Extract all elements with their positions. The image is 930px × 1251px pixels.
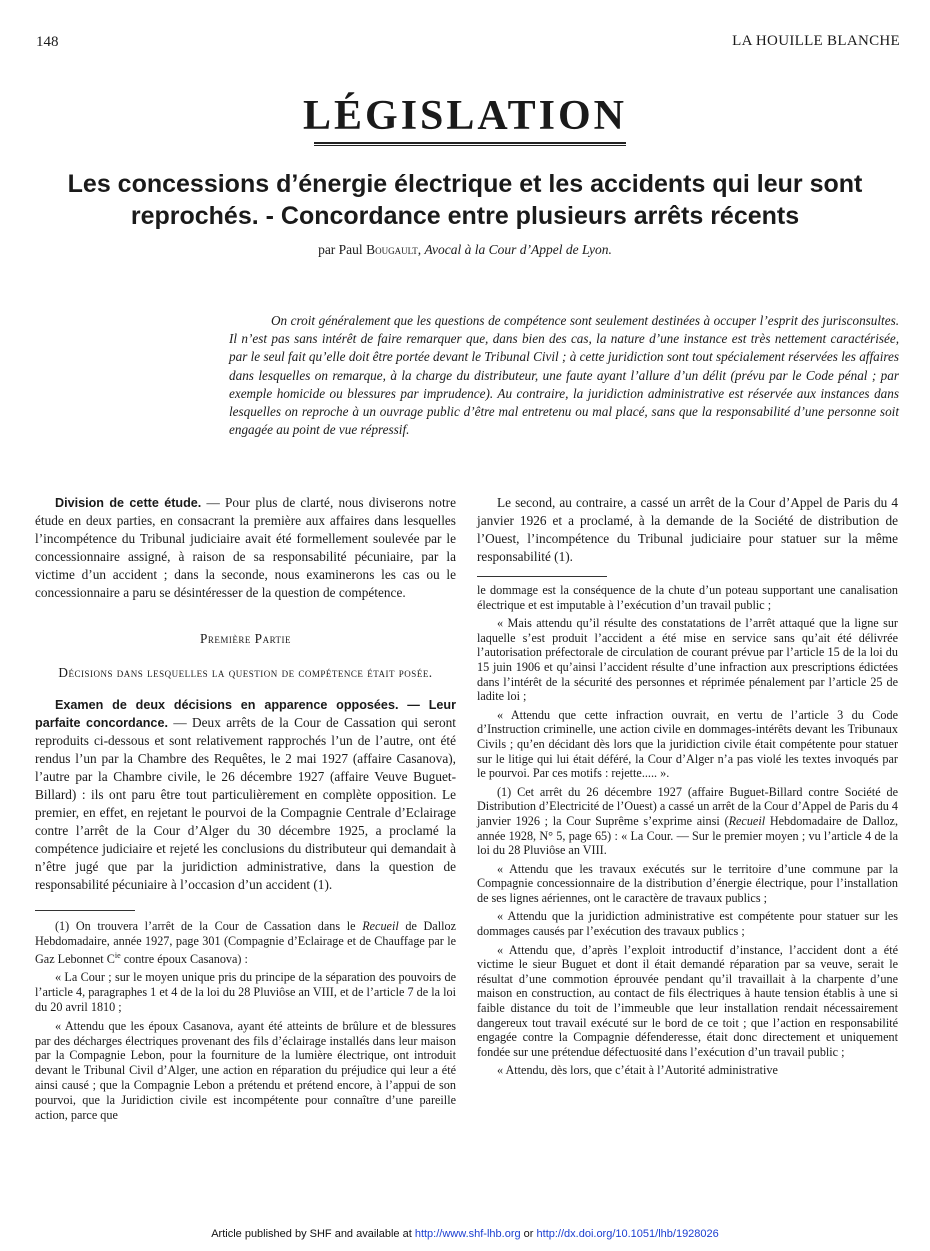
part-subheading: Décisions dans lesquelles la question de compétence était posée. bbox=[58, 665, 433, 680]
footnote-2-recueil: Recueil bbox=[728, 813, 766, 828]
title-rule-top bbox=[314, 142, 626, 144]
footnote-1-sup: ie bbox=[114, 950, 121, 960]
right-column bbox=[477, 494, 898, 1082]
continued-text-2: « Mais attendu qu’il résulte des constatations de l’arrêt attaqué que la ligne sur laquelle s’est produit l’accident a été mise en service sans qu’ait été délivrée l’autorisation préfectorale de circulation de courant prévue par l’article 15 de la loi du 15 juin 1906 et qu’ainsi l’accident résulte d’une infraction aux prescriptions édictées dans l’intérêt de la sécurité des personnes et réprimée pénalement par l’article 25 de ladite loi ; bbox=[477, 616, 898, 704]
title-rule-bottom bbox=[314, 145, 626, 146]
footnote-1-quote-2: « Attendu que les époux Casanova, ayant été atteints de brûlure et de blessures par des décharges électriques provenant des fils d’éclairage installés dans leur maison par la Compagnie Lebon, pour la fourniture de la lumière électrique, ont introduit devant le Tribunal Civil d’Alger, une action en réparation du préjudice qui leur a été ainsi causé ; que la Compagnie Lebon a prétendu et prétend encore, à l’appui de son pourvoi, que la Juridiction civile est incompétente pour connaître d’une pareille action, parce que bbox=[35, 1018, 456, 1122]
byline-author: Bougault, bbox=[366, 242, 422, 257]
examination-text: — Deux arrêts de la Cour de Cassation qui seront reproduits ci-dessous et sont relativement rapprochés l’un de l’autre, ont été rendus l’un par la Chambre des Requêtes, le 2 mai 1927 (affaire Casanova), l’autre par la Chambre civile, le 26 décembre 1927 (affaire Veuve Buguet-Billard) : ils ont paru être tout particulièrement en complète opposition. Le premier, en effet, en rejetant le pourvoi de la Compagnie Centrale d’Eclairage contre l’arrêt de la Cour d’Alger du 30 décembre 1925, a proclamé la compétence judiciaire et rejeté les conclusions du distributeur qui demandait à n’être jugé que par la juridiction administrative, dans la question de responsabilité pécuniaire à l’occasion d’un accident (1). bbox=[35, 715, 456, 892]
footnote-1-text-b: de Dalloz Hebdomadaire, année 1927, page 301 (Compagnie d’Eclairage et de Chauffage par le Gaz Lebonnet C bbox=[35, 919, 456, 966]
footnote-1-recueil: Recueil bbox=[362, 919, 399, 933]
footnote-1-text-c: contre époux Casanova) : bbox=[120, 951, 248, 966]
byline bbox=[0, 242, 930, 258]
byline-par: par Paul bbox=[318, 242, 363, 257]
division-lead: Division de cette étude. bbox=[55, 496, 202, 510]
journal-name: LA HOUILLE BLANCHE bbox=[732, 33, 900, 49]
second-decision-paragraph: Le second, au contraire, a cassé un arrêt de la Cour d’Appel de Paris du 4 janvier 1926 et a proclamé, à la demande de la Société de distribution de l’Ouest, l’incompétence du Tribunal judiciaire pour statuer sur la même responsabilité (1). bbox=[477, 495, 898, 564]
footer-prefix: Article published by SHF and available at bbox=[211, 1228, 415, 1240]
left-column bbox=[35, 494, 456, 1126]
footer-link-doi[interactable]: http://dx.doi.org/10.1051/lhb/1928026 bbox=[536, 1228, 719, 1240]
continued-text-3: « Attendu que cette infraction ouvrait, en vertu de l’article 3 du Code d’Instruction criminelle, une action civile en dommages-intérêts devant les Tribunaux Civils ; qu’en décidant dès lors que la juridiction civile était compétente pour statuer sur le litige qui lui était déféré, la Cour d’Alger n’a pas violé les textes invoqués par le pourvoi. Par ces motifs : rejette..... ». bbox=[477, 707, 898, 781]
page-number: 148 bbox=[36, 34, 59, 50]
abstract: On croit généralement que les questions de compétence sont seulement destinées à occuper l’esprit des jurisconsultes. Il n’est pas sans intérêt de faire remarquer que, dans bien des cas, la nature d’une instance est très nettement caractérisée, par le seul fait qu’elle doit être portée devant le Tribunal Civil ; à cette juridiction sont tout spécialement réservées les affaires dans lesquelles on remarque, à la charge du distributeur, une faute ayant l’allure d’un délit (prévu par le Code pénal ; par exemple homicide ou blessures par imprudence). Au contraire, la juridiction administrative est réservée aux instances dans lesquelles on reproche à un ouvrage public d’être mal entretenu ou mal placé, sans que la responsabilité d’une personne soit engagée au point de vue répressif. bbox=[229, 313, 899, 438]
footnote-2-text-a: (1) Cet arrêt du 26 décembre 1927 (affaire Buguet-Billard contre Société de Distribution d’Electricité de l’Ouest) a cassé un arrêt de la Cour d’Appel de Paris du 4 janvier 1926 ; la Cour Suprême s’exprime ainsi ( bbox=[477, 784, 898, 828]
footnote-1 bbox=[35, 919, 456, 1122]
footnote-2-quote-4: « Attendu, dès lors, que c’était à l’Autorité administrative bbox=[497, 1063, 778, 1078]
continued-text-1: le dommage est la conséquence de la chute d’un poteau supportant une canalisation électrique et est imputable à l’exécution d’un travail public ; bbox=[477, 583, 898, 612]
footnote-2-quote-2: « Attendu que la juridiction administrative est compétente pour statuer sur les dommages causés par l’exécution des travaux publics ; bbox=[477, 909, 898, 939]
article-title-line1: Les concessions d’énergie électrique et les accidents qui leur sont bbox=[67, 170, 863, 198]
part-heading: Première Partie bbox=[199, 631, 292, 646]
division-text: — Pour plus de clarté, nous diviserons notre étude en deux parties, en consacrant la première aux affaires dans lesquelles l’incompétence du Tribunal judiciaire avait été formellement soulevée par le concessionnaire assigné, à raison de sa responsabilité pécuniaire, par la victime d’un accident ; dans la seconde, nous examinerons les cas ou le concessionnaire a paru se désintéresser de la question de compétence. bbox=[35, 495, 456, 600]
footer-or: or bbox=[520, 1228, 537, 1240]
footnote-1-quote-1: « La Cour ; sur le moyen unique pris du principe de la séparation des pouvoirs de l’article 4, paragraphes 1 et 4 de la loi du 28 Pluviôse an VIII, et de l’article 7 de la loi du 20 avril 1810 ; bbox=[35, 970, 456, 1015]
section-title: LÉGISLATION bbox=[303, 93, 627, 139]
footnote-2-quote-1: « Attendu que les travaux exécutés sur le territoire d’une commune par la Compagnie concessionnaire de la distribution d’énergie électrique, pour l’installation de ses lignes aériennes, ont le caractère de travaux publics ; bbox=[477, 861, 898, 905]
article-title bbox=[30, 168, 900, 232]
publication-footer bbox=[0, 1228, 930, 1240]
footnote-1-intro bbox=[35, 919, 456, 966]
division-paragraph bbox=[35, 494, 456, 602]
footnote-1-text-a: (1) On trouvera l’arrêt de la Cour de Cassation dans le bbox=[55, 919, 363, 933]
footnote-2-intro bbox=[477, 785, 898, 858]
footnote-2-text-b: Hebdomadaire de Dalloz, année 1928, N° 5, page 65) : « La Cour. — Sur le premier moyen ; vu l’article 4 de la loi du 28 Pluviôse an VIII. bbox=[477, 813, 899, 858]
article-title-line2: reprochés. - Concordance entre plusieurs arrêts récents bbox=[130, 202, 800, 230]
examination-paragraph bbox=[35, 696, 456, 894]
footnote-2-quote-3: « Attendu que, d’après l’exploit introductif d’instance, l’accident dont a été victime le sieur Buguet et dont il était demandé réparation par sa veuve, serait le résultat d’une commotion éprouvée pendant qu’il travaillait à la charpente d’une maison en construction, au contact de fils électriques à haute tension établis à une si faible distance du toit de l’immeuble que leur installation rendait nécessairement dangereux tout travail exécuté sur le bord de ce toit ; que l’action en responsabilité engagée contre la Compagnie défenderesse, était donc directement et uniquement fondée sur une prétendue défectuosité dans l’exécution d’un travail public ; bbox=[477, 942, 898, 1059]
footnote-separator-left bbox=[35, 910, 135, 911]
footnote-1-continued bbox=[477, 583, 898, 1078]
footnote-separator-right bbox=[477, 576, 607, 577]
footer-link-shf[interactable]: http://www.shf-lhb.org bbox=[414, 1228, 521, 1240]
byline-affiliation: Avocal à la Cour d’Appel de Lyon. bbox=[424, 242, 612, 257]
examination-lead: Examen de deux décisions en apparence opposées. — Leur parfaite concordance. bbox=[35, 698, 456, 730]
